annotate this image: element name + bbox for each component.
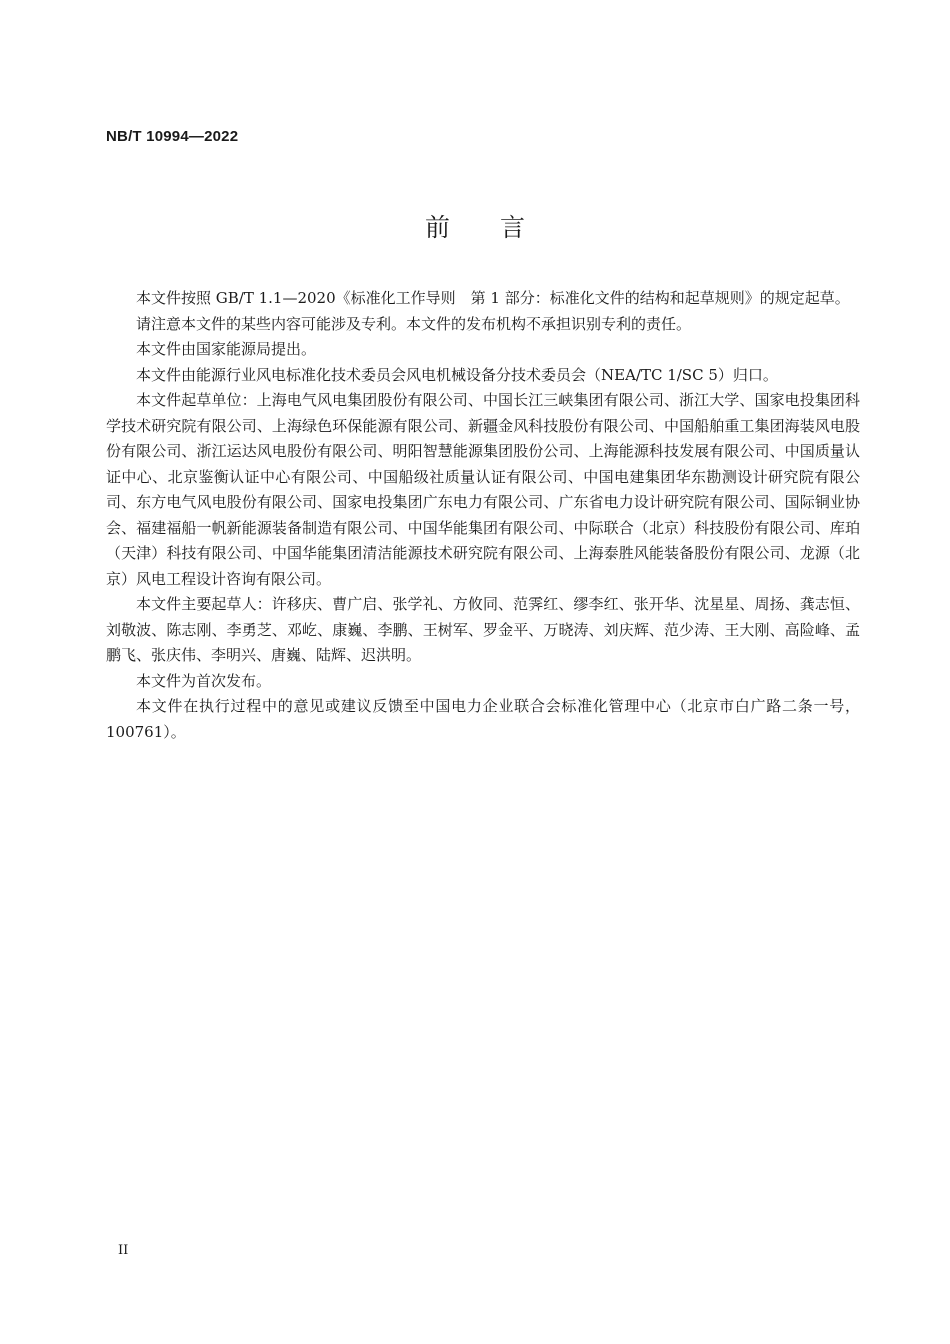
paragraph-drafters: 本文件主要起草人：许移庆、曹广启、张学礼、方攸同、范霁红、缪李红、张开华、沈星星、周扬、龚志恒、刘敬波、陈志刚、李勇芝、邓屹、康巍、李鹏、王树军、罗金平、万晓涛、刘庆辉、范少涛、王大刚、高险峰、孟鹏飞、张庆伟、李明兴、唐巍、陆辉、迟洪明。 — [106, 595, 860, 664]
paragraph-administered-by: 本文件由能源行业风电标准化技术委员会风电机械设备分技术委员会（NEA/TC 1/SC 5）归口。 — [136, 365, 778, 384]
paragraph-drafting-rules: 本文件按照 GB/T 1.1—2020《标准化工作导则 第 1 部分：标准化文件的结构和起草规则》的规定起草。 — [136, 289, 850, 307]
document-number: NB/T 10994—2022 — [106, 128, 239, 145]
paragraph-proposed-by: 本文件由国家能源局提出。 — [136, 340, 317, 358]
section-title: 前言 — [424, 213, 575, 242]
page-number: II — [118, 1243, 129, 1258]
paragraph-feedback: 本文件在执行过程中的意见或建议反馈至中国电力企业联合会标准化管理中心（北京市白广路二条一号，100761）。 — [106, 697, 860, 741]
paragraph-drafting-units: 本文件起草单位：上海电气风电集团股份有限公司、中国长江三峡集团有限公司、浙江大学、国家电投集团科学技术研究院有限公司、上海绿色环保能源有限公司、新疆金风科技股份有限公司、中国船舶重工集团海装风电股份有限公司、浙江运达风电股份有限公司、明阳智慧能源集团股份公司、上海能源科技发展有限公司、中国质量认证中心、北京鉴衡认证中心有限公司、中国船级社质量认证有限公司、中国电建集团华东勘测设计研究院有限公司、东方电气风电股份有限公司、国家电投集团广东电力有限公司、广东省电力设计研究院有限公司、国际铜业协会、福建福船一帆新能源装备制造有限公司、中国华能集团有限公司、中际联合（北京）科技股份有限公司、库珀（天津）科技有限公司、中国华能集团清洁能源技术研究院有限公司、上海泰胜风能装备股份有限公司、龙源（北京）风电工程设计咨询有限公司。 — [106, 391, 860, 588]
paragraph-patent-notice: 请注意本文件的某些内容可能涉及专利。本文件的发布机构不承担识别专利的责任。 — [136, 314, 692, 333]
document-body — [106, 286, 860, 745]
paragraph-first-release: 本文件为首次发布。 — [136, 671, 272, 690]
